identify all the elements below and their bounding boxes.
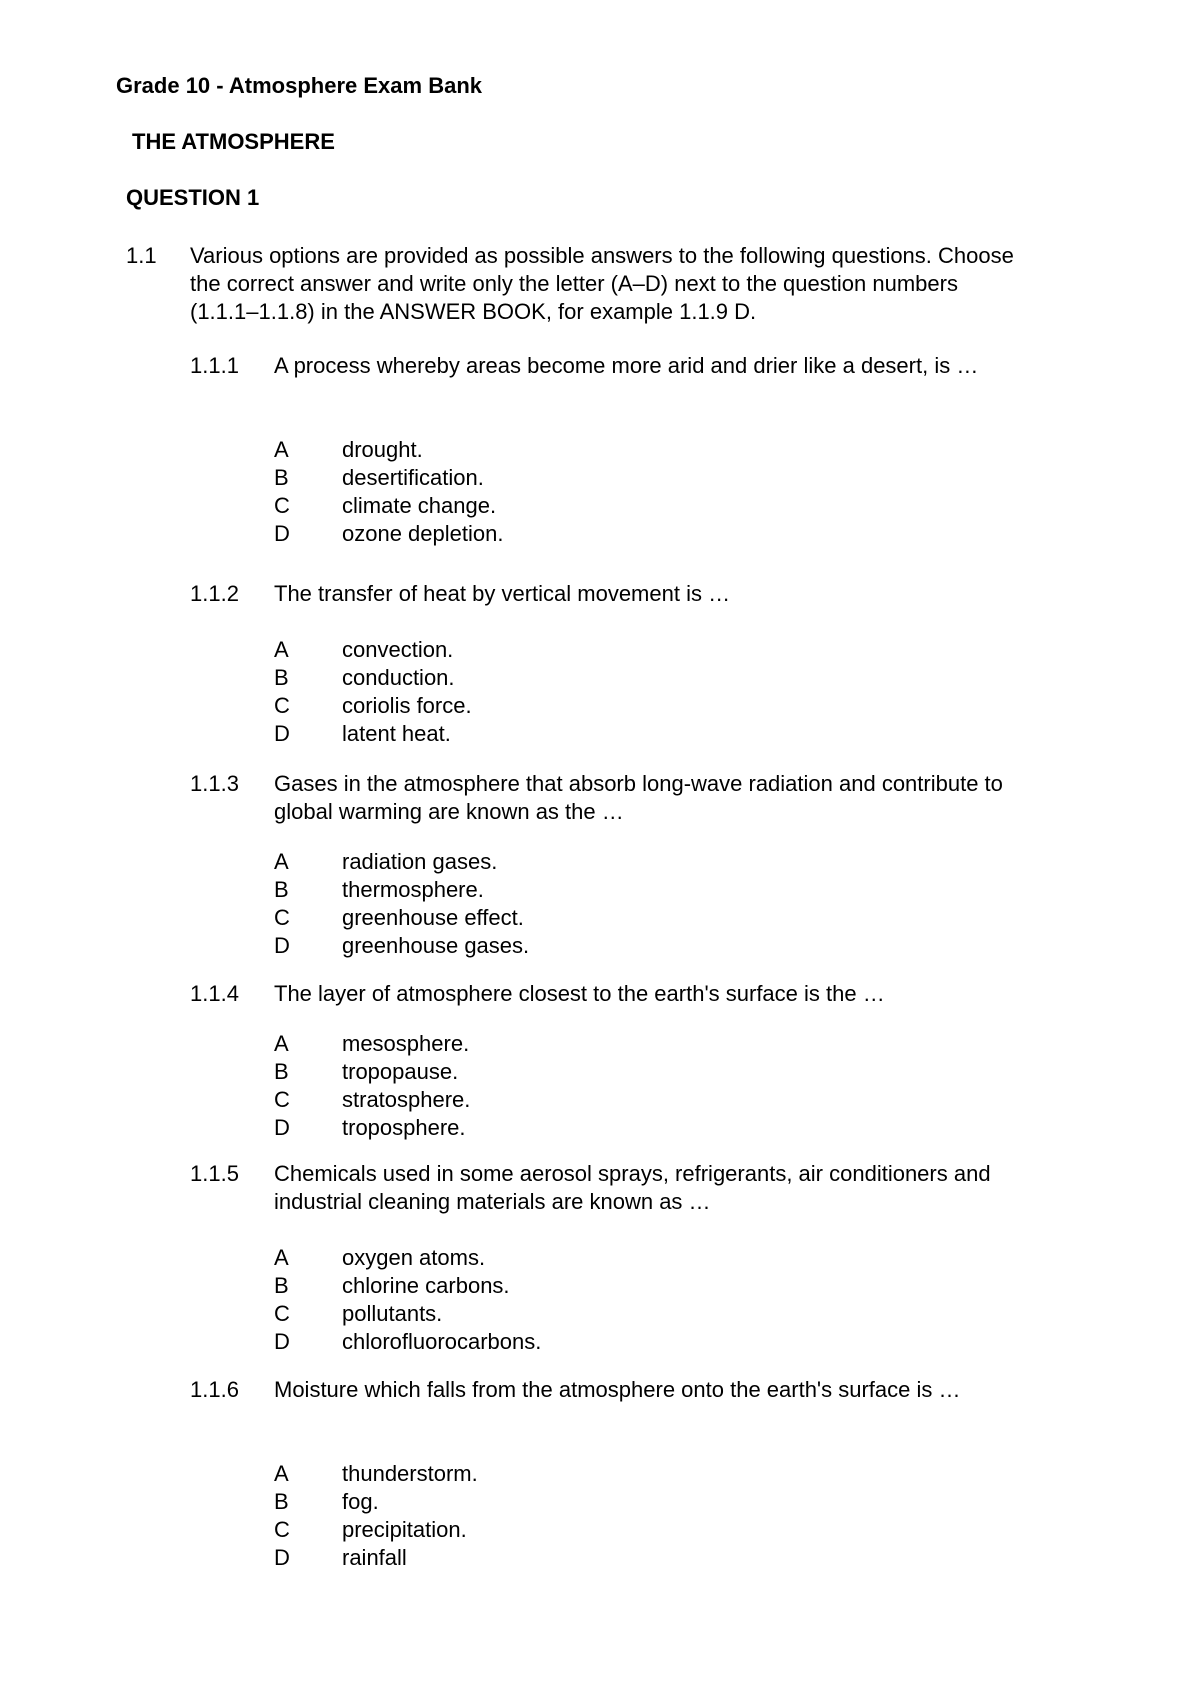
- question-number: 1.1.2: [190, 581, 239, 606]
- question-text: A process whereby areas become more arid and drier like a desert, is …: [274, 353, 979, 378]
- question-number: 1.1.5: [190, 1161, 239, 1186]
- option-text: mesosphere.: [342, 1031, 470, 1056]
- option-text: precipitation.: [342, 1517, 467, 1542]
- question-number: 1.1.4: [190, 981, 239, 1006]
- option-text: pollutants.: [342, 1301, 443, 1326]
- option-letter: C: [274, 493, 290, 518]
- option-letter: C: [274, 693, 290, 718]
- option-letter: C: [274, 1517, 290, 1542]
- option-text: radiation gases.: [342, 849, 498, 874]
- option-letter: D: [274, 1115, 290, 1140]
- option-letter: A: [274, 437, 289, 462]
- option-letter: D: [274, 521, 290, 546]
- intro-instructions: Various options are provided as possible answers to the following questions. Choose the correct answer and write only the letter (A–D) next to the question numbers (1.1.1–1.1.8) in the ANSWER BOOK, for example 1.1.9 D.: [190, 243, 1014, 324]
- option-text: thermosphere.: [342, 877, 484, 902]
- option-letter: A: [274, 1245, 289, 1270]
- option-text: chlorine carbons.: [342, 1273, 510, 1298]
- option-text: oxygen atoms.: [342, 1245, 486, 1270]
- option-letter: D: [274, 721, 290, 746]
- option-letter: C: [274, 1301, 290, 1326]
- option-letter: C: [274, 1087, 290, 1112]
- option-letter: C: [274, 905, 290, 930]
- option-text: greenhouse gases.: [342, 933, 530, 958]
- option-text: latent heat.: [342, 721, 451, 746]
- question-number: 1.1.1: [190, 353, 239, 378]
- option-text: stratosphere.: [342, 1087, 471, 1112]
- option-text: drought.: [342, 437, 423, 462]
- option-text: tropopause.: [342, 1059, 459, 1084]
- question-text: The transfer of heat by vertical movement is …: [274, 581, 731, 606]
- question-text: Chemicals used in some aerosol sprays, refrigerants, air conditioners and industrial cleaning materials are known as …: [274, 1161, 991, 1214]
- question-number: 1.1.6: [190, 1377, 239, 1402]
- option-text: rainfall: [342, 1545, 407, 1570]
- option-letter: A: [274, 1461, 289, 1486]
- question-text: Gases in the atmosphere that absorb long-wave radiation and contribute to global warming are known as the …: [274, 771, 1003, 824]
- option-text: thunderstorm.: [342, 1461, 478, 1486]
- question-heading: QUESTION 1: [126, 185, 260, 210]
- option-letter: B: [274, 877, 289, 902]
- intro-number: 1.1: [126, 243, 157, 268]
- option-text: desertification.: [342, 465, 484, 490]
- option-text: coriolis force.: [342, 693, 472, 718]
- option-letter: A: [274, 637, 289, 662]
- question-number: 1.1.3: [190, 771, 239, 796]
- option-text: greenhouse effect.: [342, 905, 524, 930]
- option-letter: B: [274, 1059, 289, 1084]
- option-letter: D: [274, 1329, 290, 1354]
- option-letter: D: [274, 1545, 290, 1570]
- document-title: Grade 10 - Atmosphere Exam Bank: [116, 73, 482, 98]
- option-text: convection.: [342, 637, 454, 662]
- option-text: climate change.: [342, 493, 497, 518]
- option-text: chlorofluorocarbons.: [342, 1329, 542, 1354]
- option-text: ozone depletion.: [342, 521, 504, 546]
- option-letter: A: [274, 849, 289, 874]
- option-letter: D: [274, 933, 290, 958]
- option-letter: A: [274, 1031, 289, 1056]
- question-text: The layer of atmosphere closest to the earth's surface is the …: [274, 981, 885, 1006]
- option-letter: B: [274, 665, 289, 690]
- option-text: troposphere.: [342, 1115, 466, 1140]
- option-letter: B: [274, 1273, 289, 1298]
- section-title: THE ATMOSPHERE: [132, 129, 335, 154]
- option-letter: B: [274, 465, 289, 490]
- question-text: Moisture which falls from the atmosphere onto the earth's surface is …: [274, 1377, 961, 1402]
- option-text: conduction.: [342, 665, 455, 690]
- option-text: fog.: [342, 1489, 379, 1514]
- option-letter: B: [274, 1489, 289, 1514]
